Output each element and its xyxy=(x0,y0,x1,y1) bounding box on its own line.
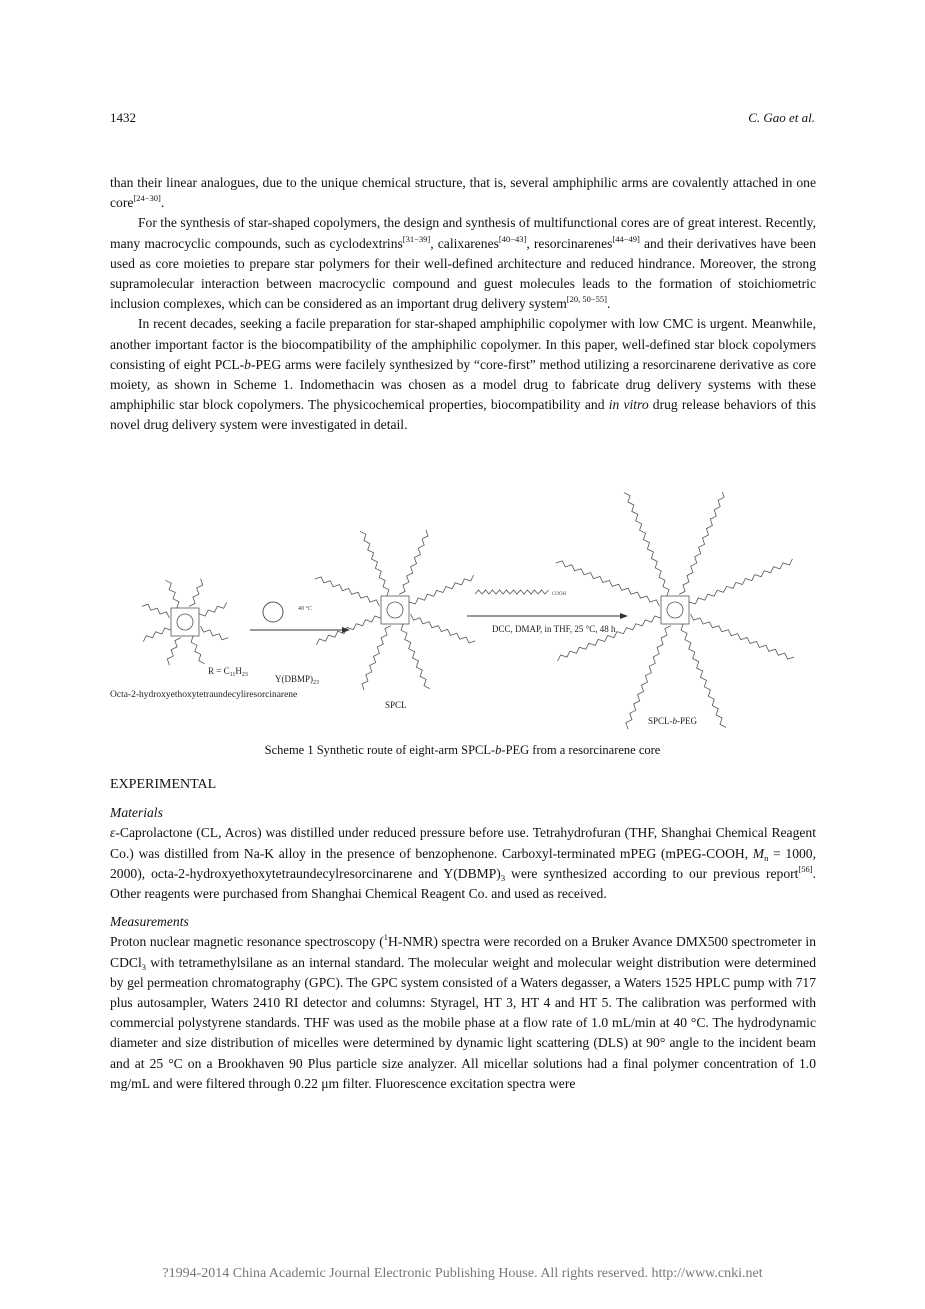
subsection-heading-materials: Materials xyxy=(110,805,163,821)
text-run: were synthesized according to our previous report xyxy=(505,865,799,881)
citation-superscript: [40−43] xyxy=(498,233,527,244)
text-run: 3 xyxy=(141,961,146,972)
experimental-section xyxy=(110,775,816,1094)
text-run: . xyxy=(607,296,611,312)
text-run: b xyxy=(244,356,251,372)
citation-superscript: [44−49] xyxy=(612,233,640,244)
text-run: ε xyxy=(110,825,116,841)
text-run: -PEG arms were facilely synthesized by “core-first” method utilizing a resorcinarene derivative as core moiety, as shown in Scheme 1. Indomethacin was chosen as a model drug to fabricate drug delivery systems with these amphiphilic star block copolymers. The physicochemical properties, biocompatibility and xyxy=(110,356,816,413)
text-run: b xyxy=(495,743,502,757)
mpeg-cooh-structure xyxy=(475,590,549,594)
catalyst-label: $Y(DBMP)_{23}$ xyxy=(275,674,320,686)
text-run: in vitro xyxy=(608,397,649,413)
text-run: -PEG from a resorcinarene core xyxy=(501,743,661,757)
mpeg-cooh-label: COOH xyxy=(552,592,567,597)
conditions-label: DCC, DMAP, in THF, 25 °C, 48 h xyxy=(492,624,616,634)
starting-material-name: Octa-2-hydroxyethoxytetraundecyliresorcinarene xyxy=(110,690,298,700)
resorcinarene-core-structure xyxy=(142,579,229,666)
paragraph xyxy=(110,314,816,435)
section-heading: EXPERIMENTAL xyxy=(110,777,217,792)
text-run: n xyxy=(764,852,769,863)
spcl-label: SPCL xyxy=(385,700,407,710)
text-run: 3 xyxy=(500,872,506,883)
text-run: . xyxy=(160,195,165,211)
text-run: , resorcinarenes xyxy=(526,235,613,251)
citation-superscript: 1 xyxy=(383,932,389,943)
spcl-b-peg-star-structure xyxy=(556,492,794,729)
paragraph xyxy=(110,213,816,314)
temperature-label: 40 °C xyxy=(298,606,312,612)
text-run: . Other reagents were purchased from Shanghai Chemical Reagent Co. and used as received. xyxy=(110,865,816,902)
text-run: = 1000, 2000), octa-2-hydroxyethoxytetraundecylresorcinarene and Y(DBMP) xyxy=(110,845,816,881)
text-run: For the synthesis of star-shaped copolymers, the design and synthesis of multifunctional cores are of great interest. Recently, many macrocyclic compounds, such as cyclodextrins xyxy=(110,215,816,251)
subsection-heading-measurements: Measurements xyxy=(110,914,189,930)
arrowhead-icon xyxy=(620,613,628,619)
text-run: H-NMR) spectra were recorded on a Bruker Avance DMX500 spectrometer in CDCl xyxy=(110,934,816,970)
citation-superscript: [24−30] xyxy=(133,193,161,204)
materials-paragraph xyxy=(110,823,816,904)
text-run: M xyxy=(752,845,765,861)
citation-superscript: [31−39] xyxy=(402,233,431,244)
scheme-1-figure xyxy=(110,492,840,737)
text-run: Scheme 1 Synthetic route of eight-arm SPCL- xyxy=(264,743,496,757)
caprolactone-ring-icon xyxy=(263,602,283,622)
product-label: SPCL-b-PEG xyxy=(648,716,698,726)
scheme-caption xyxy=(0,743,925,758)
citation-superscript: [56] xyxy=(798,863,813,874)
text-run: drug release behaviors of this novel drug delivery system were investigated in detail. xyxy=(110,397,816,433)
text-run: and their derivatives have been used as core moieties to prepare star polymers for their well-defined architecture and reduced hindrance. Moreover, the strong supramolecular interaction between macrocyclic compound and guest molecules leads to the formation of stoichiometric inclusion complexes, which can be considered as an important drug delivery system xyxy=(110,235,816,312)
text-run: , calixarenes xyxy=(430,235,499,251)
measurements-paragraph xyxy=(110,932,816,1094)
page-number: 1432 xyxy=(110,110,136,125)
r-group-label: $R = C_{11}H_{23}$ xyxy=(208,666,248,678)
citation-superscript: [20, 50−55] xyxy=(566,294,607,305)
copyright-footer: ?1994-2014 China Academic Journal Electronic Publishing House. All rights reserved. http://www.cnki.net xyxy=(162,1266,763,1281)
paragraph xyxy=(110,173,816,213)
introduction-text xyxy=(110,173,816,436)
running-authors: C. Gao et al. xyxy=(748,110,815,125)
text-run: In recent decades, seeking a facile preparation for star-shaped amphiphilic copolymer with low CMC is urgent. Meanwhile, another important factor is the biocompatibility of the amphiphilic copolymer. In this paper, well-defined star block copolymers consisting of eight PCL- xyxy=(110,316,816,372)
spcl-star-structure xyxy=(315,530,476,691)
text-run: Proton nuclear magnetic resonance spectroscopy ( xyxy=(110,934,384,950)
text-run: with tetramethylsilane as an internal standard. The molecular weight and molecular weight distribution were determined by gel permeation chromatography (GPC). The GPC system consisted of a Waters degasser, a Waters 1525 HPLC pump with 717 plus autosampler, Waters 2410 RI detector and columns: Styragel, HT 3, HT 4 and HT 5. The calibration was performed with commercial polystyrene standards. THF was used as the mobile phase at a flow rate of 1.0 mL/min at 40 °C. The hydrodynamic diameter and size distribution of micelles were determined by dynamic light scattering (DLS) at 90° angle to the incident beam and at 25 °C on a Brookhaven 90 Plus particle size analyzer. All micellar solutions had a final polymer concentration of 1.0 mg/mL and were filtered through 0.22 μm filter. Fluorescence excitation spectra were xyxy=(110,954,816,1091)
text-run: -Caprolactone (CL, Acros) was distilled under reduced pressure before use. Tetrahydrofuran (THF, Shanghai Chemical Reagent Co.) was distilled from Na-K alloy in the presence of benzophenone. Carboxyl-terminated mPEG (mPEG-COOH, xyxy=(110,825,816,861)
text-run: than their linear analogues, due to the unique chemical structure, that is, several amphiphilic arms are covalently attached in one core xyxy=(110,175,816,211)
